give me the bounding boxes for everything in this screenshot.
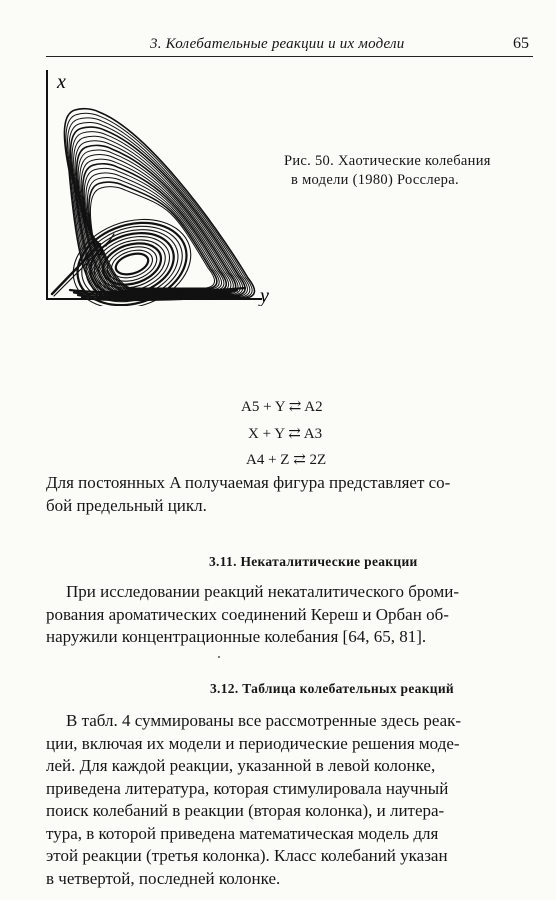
paragraph-noncatalytic [46, 581, 533, 649]
speck [218, 656, 220, 658]
section-number: 3.11. [209, 554, 237, 569]
axis-x-label: x [57, 71, 66, 93]
section-title: Некаталитические реакции [240, 554, 418, 569]
equations-block [222, 394, 352, 474]
section-heading-3-12 [210, 681, 454, 697]
equation-1: A5 + Y ⇄ A2 [241, 399, 323, 415]
page-number: 65 [513, 35, 529, 52]
text-line: При исследовании реакций некаталитического броми- [66, 582, 460, 601]
text-line: ции, включая их модели и периодические решения моде- [46, 733, 460, 753]
axis-y-label: y [260, 285, 269, 306]
text-line: наружили концентрационные колебания [64, 65, 81]. [46, 627, 427, 646]
text-line: лей. Для каждой реакции, указанной в левой колонке, [46, 756, 436, 775]
equation-3: A4 + Z ⇄ 2Z [246, 452, 327, 468]
text-line: бой предельный цикл. [46, 495, 207, 515]
attractor-trajectory [116, 254, 148, 275]
text-line: Для постоянных A получаемая фигура представляет со- [46, 473, 451, 492]
text-line: в четвертой, последней колонке. [46, 868, 281, 888]
caption-line-1: Рис. 50. Хаотические колебания [284, 153, 491, 169]
running-header [46, 34, 533, 57]
figure-caption [284, 152, 534, 190]
rossler-attractor-plot [40, 66, 280, 306]
text-line: поиск колебаний в реакции (вторая колонка), и литера- [46, 801, 445, 820]
section-number: 3.12. [210, 681, 239, 696]
paragraph-limit-cycle [46, 472, 533, 517]
figure-50 [40, 66, 280, 311]
section-title: Таблица колебательных реакций [242, 681, 455, 696]
header-title: 3. Колебательные реакции и их модели [150, 36, 405, 52]
text-line: рования ароматических соединений Кереш и Орбан об- [46, 604, 449, 624]
text-line: этой реакции (третья колонка). Класс колебаний указан [46, 846, 448, 865]
text-line: тура, в которой приведена математическая модель для [46, 823, 439, 843]
paragraph-table-summary [46, 710, 533, 890]
section-heading-3-11 [209, 554, 418, 570]
text-line: приведена литература, которая стимулировала научный [46, 778, 449, 798]
caption-line-2: в модели (1980) Росслера. [291, 172, 459, 188]
axis-z-label: z [99, 244, 104, 258]
equation-2: X + Y ⇄ A3 [248, 425, 323, 442]
text-line: В табл. 4 суммированы все рассмотренные здесь реак- [66, 711, 462, 730]
